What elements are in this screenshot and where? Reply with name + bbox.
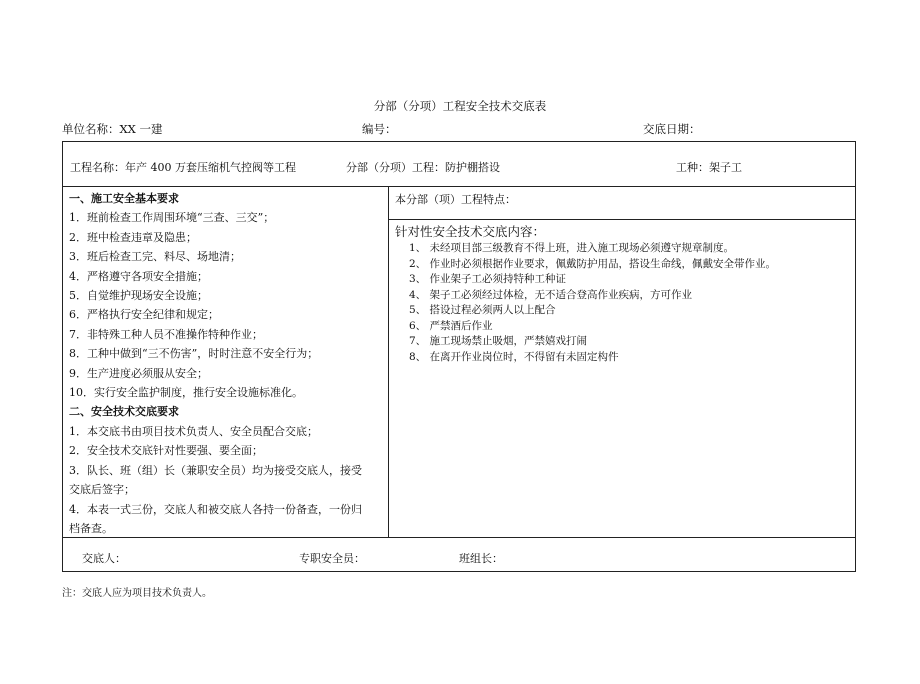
document-title: 分部（分项）工程安全技术交底表	[373, 99, 547, 113]
divider-columns	[388, 186, 389, 537]
document-number-label: 编号：	[362, 122, 397, 136]
list-item: 6．严格执行安全纪律和规定；	[69, 308, 219, 322]
left-requirements	[69, 189, 362, 538]
list-item: 6、 严禁酒后作业	[409, 319, 493, 332]
list-item: 8．工种中做到“三不伤害”，时时注意不安全行为；	[69, 347, 319, 361]
list-item: 8、 在离开作业岗位时，不得留有未固定构件	[409, 350, 619, 363]
list-item: 3．队长、班（组）长（兼职安全员）均为接受交底人，接受	[69, 463, 362, 477]
list-item: 9．生产进度必须服从安全；	[69, 366, 208, 380]
specific-title: 针对性安全技术交底内容：	[395, 224, 546, 239]
project-name: 工程名称：年产 400 万套压缩机气控阀等工程	[70, 161, 296, 174]
list-item: 5、 搭设过程必须两人以上配合	[409, 304, 556, 316]
list-item: 1．班前检查工作周围环境“三查、三交”；	[69, 211, 275, 225]
list-item: 档备查。	[69, 521, 113, 535]
unit-name: 单位名称：XX 一建	[62, 122, 163, 136]
list-item: 2、 作业时必须根据作业要求，佩戴防护用品，搭设生命线，佩戴安全带作业。	[409, 257, 777, 270]
list-item: 10．实行安全监护制度，推行安全设施标准化。	[69, 386, 303, 400]
handover-date-label: 交底日期：	[643, 122, 701, 136]
list-item: 1、 未经项目部三级教育不得上班，进入施工现场必须遵守规章制度。	[409, 242, 735, 254]
safety-officer-signature: 专职安全员：	[299, 552, 365, 565]
specific-items	[409, 241, 776, 365]
list-item: 7．非特殊工种人员不准操作特种作业；	[69, 327, 263, 341]
footnote: 注：交底人应为项目技术负责人。	[62, 588, 212, 599]
section2-title: 二、安全技术交底要求	[69, 405, 179, 419]
subproject-name: 分部（分项）工程：防护棚搭设	[346, 161, 500, 174]
list-item: 1．本交底书由项目技术负责人、安全员配合交底；	[69, 424, 318, 438]
list-item: 交底后签字；	[69, 483, 135, 497]
list-item: 4、 架子工必须经过体检，无不适合登高作业疾病，方可作业	[409, 288, 693, 301]
divider-right-features	[388, 219, 855, 220]
list-item: 3、 作业架子工必须持特种工种证	[409, 273, 567, 285]
team-leader-signature: 班组长：	[459, 552, 503, 565]
list-item: 3．班后检查工完、料尽、场地清；	[69, 250, 241, 264]
list-item: 2．安全技术交底针对性要强、要全面；	[69, 444, 263, 458]
list-item: 4．严格遵守各项安全措施；	[69, 269, 208, 283]
section1-title: 一、施工安全基本要求	[69, 192, 179, 205]
features-label: 本分部（项）工程特点：	[395, 193, 516, 206]
list-item: 5．自觉维护现场安全设施；	[69, 289, 208, 303]
trade-name: 工种：架子工	[676, 161, 742, 174]
list-item: 4．本表一式三份，交底人和被交底人各持一份备查，一份归	[69, 502, 362, 516]
presenter-signature: 交底人：	[82, 552, 126, 565]
list-item: 2．班中检查违章及隐患；	[69, 230, 197, 244]
list-item: 7、 施工现场禁止吸烟，严禁嬉戏打闹	[409, 335, 588, 347]
divider-project-row	[63, 186, 855, 187]
